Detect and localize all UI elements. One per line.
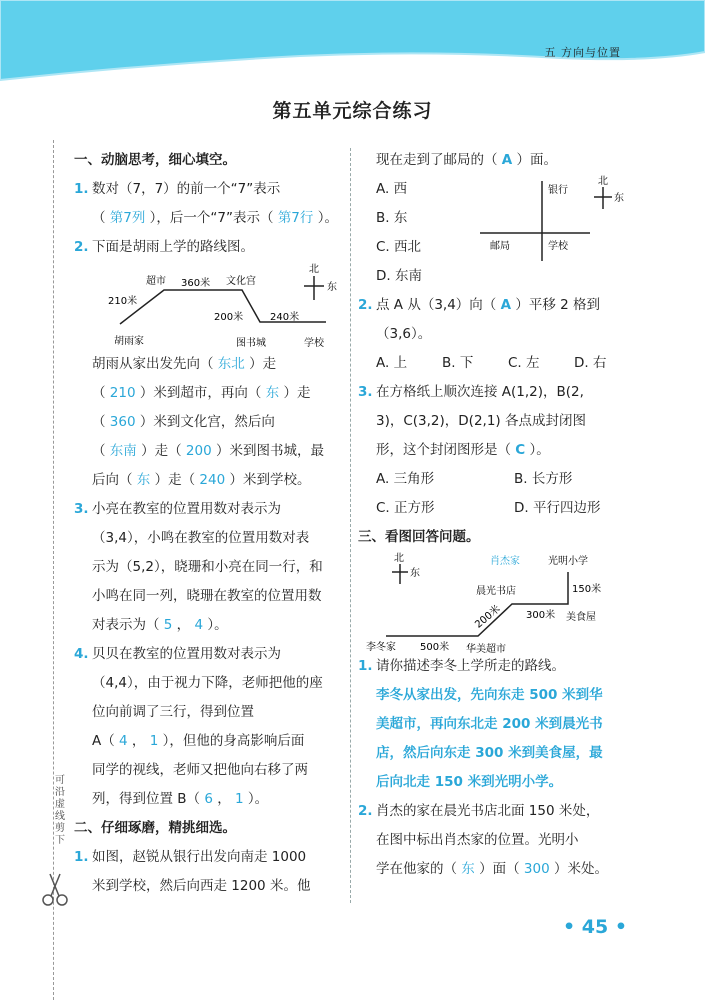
- header-banner: [0, 0, 705, 80]
- q-text: （ 360 ）米到文化宫，然后向: [92, 414, 275, 430]
- fig-label: 文化宫: [226, 276, 256, 287]
- route-diagram: [84, 262, 337, 350]
- page-number: • 45 •: [563, 916, 627, 938]
- section-1-heading: 一、动脑思考，细心填空。: [74, 152, 236, 168]
- question-number: 2.: [358, 803, 373, 819]
- answer: 第7行: [277, 210, 314, 226]
- fig-label: 210米: [108, 296, 138, 307]
- question-1-3: 3. 小亮在教室的位置用数对表示为 （3,4），小鸣在教室的位置用数对表 示为（5,2），晓珊和小亮在同一行，和 小鸣在同一列，晓珊在教室的位置用数 对表示为（ 5 ， 4 ）。: [74, 495, 342, 640]
- option: B. 东: [376, 210, 408, 226]
- question-number: 2.: [74, 239, 89, 255]
- options: C. 正方形 D. 平行四边形: [376, 500, 601, 516]
- section-3-heading: 三、看图回答问题。: [358, 529, 480, 545]
- q-text: 下面是胡雨上学的路线图。: [92, 239, 254, 255]
- q-text: 胡雨从家出发先向（ 东北 ）走: [92, 356, 277, 372]
- fig-label: 学校: [304, 338, 324, 349]
- fig-label: 240米: [270, 312, 300, 323]
- question-2-2: 2. 点 A 从（3,4）向（ A ）平移 2 格到 （3,6）。 A. 上 B. 下 C. 左 D. 右: [358, 291, 626, 378]
- svg-text:华美超市: 华美超市: [466, 644, 506, 655]
- svg-text:学校: 学校: [548, 241, 568, 252]
- answer-3-1: 李冬从家出发，先向东走 500 米到华 美超市，再向东北走 200 米到晨光书 店，然后向东走 300 米到美食屋，最 后向北走 150 米到光明小学。: [376, 687, 603, 790]
- bank-map: [470, 175, 630, 267]
- svg-text:肖杰家: 肖杰家: [490, 556, 520, 567]
- option: D. 东南: [376, 268, 422, 284]
- question-2-3: 3. 在方格纸上顺次连接 A(1,2)，B(2, 3)，C(3,2)，D(2,1) 各点成封闭图 形，这个封闭图形是（ C ）。 A. 三角形 B. 长方形 C. 正方形 D. 平行四边形: [358, 378, 626, 523]
- question-number: 1.: [74, 181, 89, 197]
- q-text: （ 210 ）米到超市，再向（ 东 ）走: [92, 385, 311, 401]
- section-2-heading: 二、仔细琢磨，精挑细选。: [74, 820, 236, 836]
- svg-text:300米: 300米: [526, 610, 556, 621]
- page-title: 第五单元综合练习: [272, 100, 433, 122]
- question-2-1-start: 1. 如图，赵锐从银行出发向南走 1000 米到学校，然后向西走 1200 米。他: [74, 843, 342, 901]
- question-3-2: 2. 肖杰的家在晨光书店北面 150 米处， 在图中标出肖杰家的位置。光明小 学在他家的（ 东 ）面（ 300 ）米处。: [358, 797, 626, 884]
- question-3-1: 1. 请你描述李冬上学所走的路线。: [358, 652, 626, 681]
- option: A. 西: [376, 181, 408, 197]
- svg-text:东: 东: [614, 193, 624, 204]
- svg-text:李冬家: 李冬家: [366, 642, 396, 653]
- question-2-1-options: [358, 175, 626, 291]
- svg-text:北: 北: [394, 553, 404, 564]
- svg-text:银行: 银行: [548, 185, 568, 196]
- question-number: 2.: [358, 297, 373, 313]
- q-text: 现在走到了邮局的（ A ）面。: [376, 152, 558, 168]
- svg-text:邮局: 邮局: [490, 241, 510, 252]
- q-text: （ 第7列 ），后一个“7”表示（ 第7行 ）。: [92, 210, 338, 226]
- cut-line: [53, 140, 54, 1000]
- fig-label: 东: [327, 282, 337, 293]
- q-text: （ 东南 ）走（ 200 ）米到图书城，最: [92, 443, 324, 459]
- options: A. 三角形 B. 长方形: [376, 471, 573, 487]
- svg-text:150米: 150米: [572, 584, 602, 595]
- fig-label: 超市: [146, 276, 166, 287]
- fig-label: 北: [309, 264, 319, 275]
- svg-text:500米: 500米: [420, 642, 450, 653]
- fig-label: 360米: [181, 278, 211, 289]
- answer: 第7列: [109, 210, 146, 226]
- options: A. 上 B. 下 C. 左 D. 右: [376, 355, 607, 371]
- route-map-3: [358, 552, 626, 655]
- svg-text:美食屋: 美食屋: [566, 612, 596, 623]
- question-number: 3.: [358, 384, 373, 400]
- question-number: 1.: [358, 658, 373, 674]
- fig-label: 200米: [214, 312, 244, 323]
- question-number: 1.: [74, 849, 89, 865]
- option: C. 西北: [376, 239, 422, 255]
- svg-text:光明小学: 光明小学: [548, 556, 588, 567]
- question-1-1: [74, 175, 342, 233]
- svg-text:200米: 200米: [473, 603, 503, 631]
- q-text: 后向（ 东 ）走（ 240 ）米到学校。: [92, 472, 311, 488]
- question-1-4: 4. 贝贝在教室的位置用数对表示为 （4,4），由于视力下降，老师把他的座 位向前调了三行，得到位置 A（ 4 ， 1 ），但他的身高影响后面 同学的视线，老师又把他向右移了两 列，得到位置 B（ 6 ， 1 ）。: [74, 640, 342, 814]
- question-number: 3.: [74, 501, 89, 517]
- chapter-label: 五 方向与位置: [544, 46, 621, 59]
- svg-text:晨光书店: 晨光书店: [476, 586, 516, 597]
- scissors-icon: [40, 872, 70, 908]
- svg-text:东: 东: [410, 568, 420, 579]
- left-column: [74, 146, 342, 901]
- question-number: 4.: [74, 646, 89, 662]
- q-text: 数对（7，7）的前一个“7”表示: [92, 181, 281, 197]
- question-1-2: [74, 233, 342, 495]
- svg-text:北: 北: [598, 176, 608, 187]
- fig-label: 胡雨家: [114, 336, 144, 347]
- right-column: [358, 146, 626, 884]
- fig-label: 图书城: [236, 338, 266, 349]
- cut-hint: 可沿虚线剪下: [55, 775, 65, 846]
